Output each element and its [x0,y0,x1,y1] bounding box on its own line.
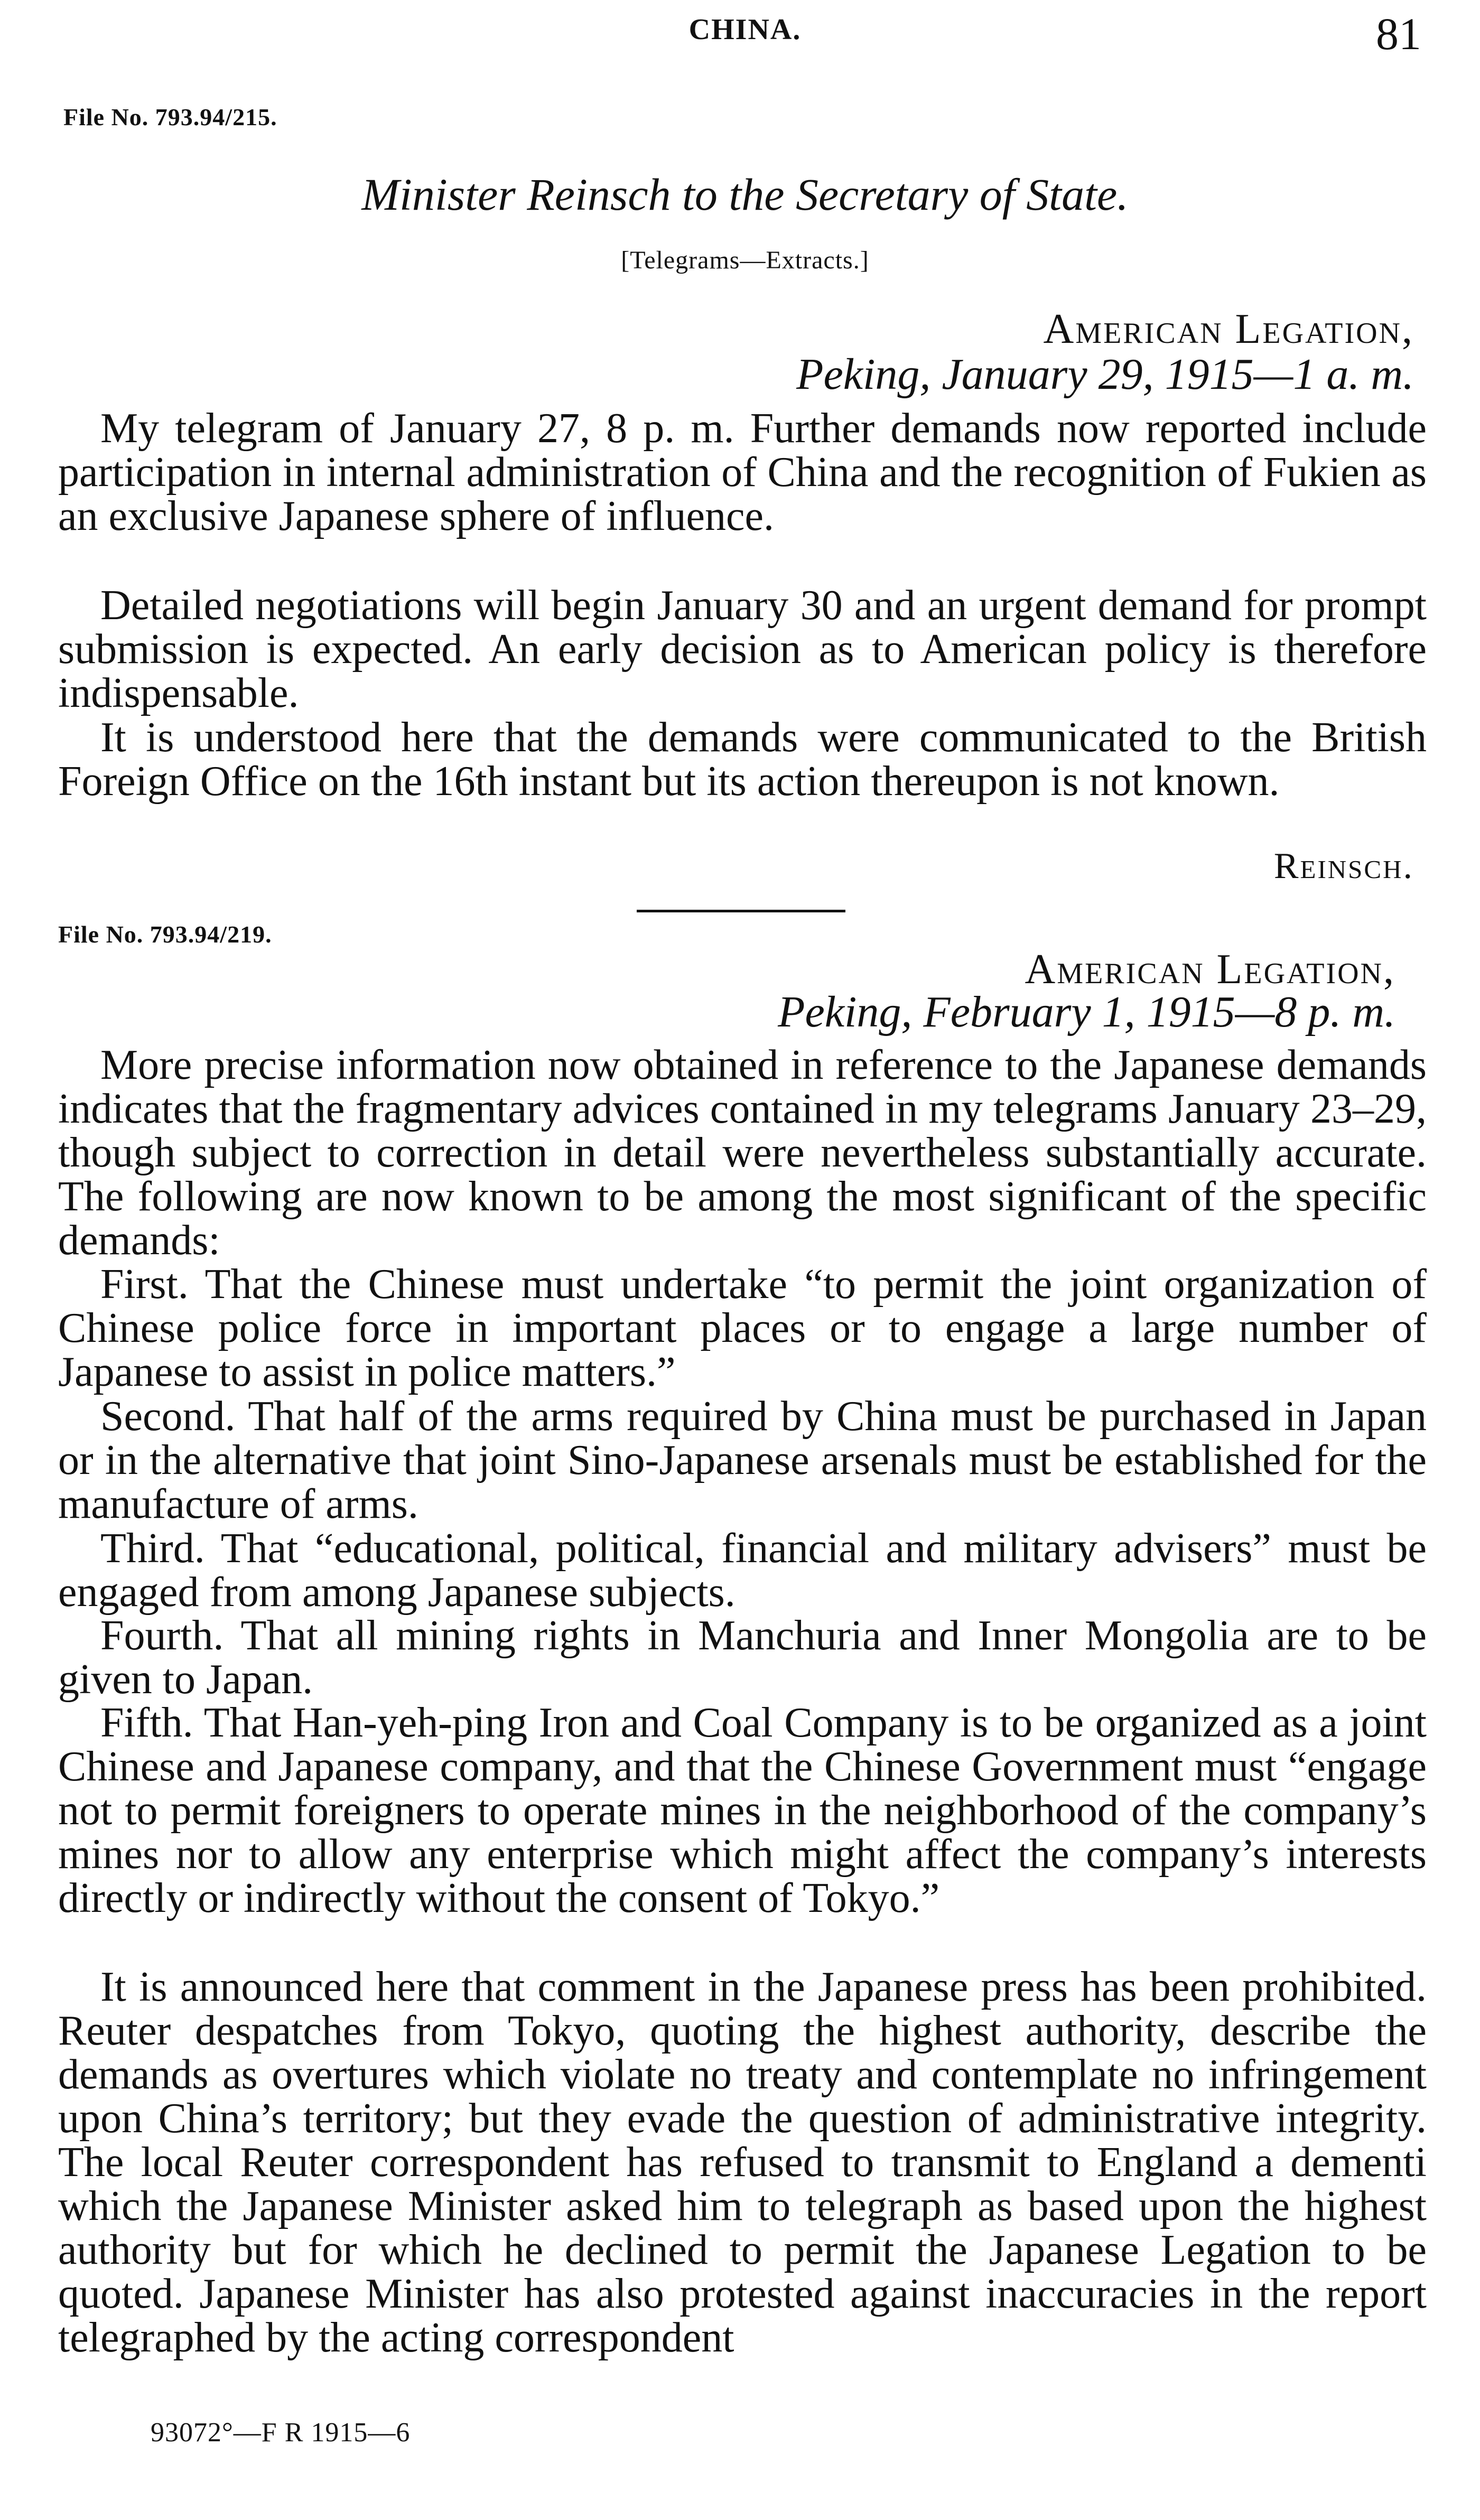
file-number-219: File No. 793.94/219. [58,921,272,948]
footer-print-code: 93072°—F R 1915—6 [151,2418,411,2448]
telegram-note: [Telegrams—Extracts.] [621,246,869,274]
paragraph: Fourth. That all mining rights in Manchuria and Inner Mongolia are to be given to Japan. [58,1612,1427,1703]
paragraph: My telegram of January 27, 8 p. m. Further demands now reported include participation in internal administration of China and the recognition of Fukien as an exclusive Japanese sphere of influence. [58,405,1427,539]
dateline: Peking, January 29, 1915—1 a. m. [796,350,1414,399]
paragraph: More precise information now obtained in reference to the Japanese demands indicates that the fragmentary advices contained in my telegrams January 23–29, though subject to correction in detail were nevertheless substantially accurate. The following are now known to be among the most significant of the specific demands: [58,1042,1427,1264]
paragraph: Fifth. That Han-yeh-ping Iron and Coal Company is to be organized as a joint Chinese and Japanese company, and that the Chinese Government must “engage not to permit foreigners to operate mines in the neighborhood of the company’s mines nor to allow any enterprise which might affect the company’s interests directly or indirectly without the consent of Tokyo.” [58,1700,1427,1921]
signature: Reinsch. [1273,846,1414,886]
dateline: Peking, February 1, 1915—8 p. m. [778,987,1395,1037]
paragraph: Third. That “educational, political, financial and military advisers” must be engaged from among Japanese subjects. [58,1525,1427,1616]
file-number-215: File No. 793.94/215. [63,104,277,130]
document-heading: Minister Reinsch to the Secretary of State. [361,169,1129,220]
running-header [58,8,1432,59]
paragraph: Detailed negotiations will begin January 30 and an urgent demand for prompt submission is expected. An early decision as to American policy is therefore indispensable. [58,582,1427,716]
paragraph: It is announced here that comment in the Japanese press has been prohibited. Reuter despatches from Tokyo, quoting the highest authority, describe the demands as overtures which violate no treaty and contemplate no infringement upon China’s territory; but they evade the question of administrative integrity. The local Reuter correspondent has refused to transmit to England a dementi which the Japanese Minister asked him to telegraph as based upon the highest authority but for which he declined to permit the Japanese Legation to be quoted. Japanese Minister has also protested against inaccuracies in the report telegraphed by the acting correspondent [58,1964,1427,2361]
running-header-title: CHINA. [688,13,802,46]
paragraph: Second. That half of the arms required by China must be purchased in Japan or in the alternative that joint Sino-Japanese arsenals must be established for the manufacture of arms. [58,1393,1427,1527]
legation-place: American Legation, [1043,306,1414,352]
paragraph: It is understood here that the demands were communicated to the British Foreign Office on the 16th instant but its action thereupon is not known. [58,714,1427,805]
section-divider [637,910,845,912]
paragraph: First. That the Chinese must undertake “to permit the joint organization of Chinese police force in important places or to engage a large number of Japanese to assist in police matters.” [58,1261,1427,1395]
legation-place: American Legation, [1025,946,1395,993]
page-number: 81 [1376,8,1421,59]
